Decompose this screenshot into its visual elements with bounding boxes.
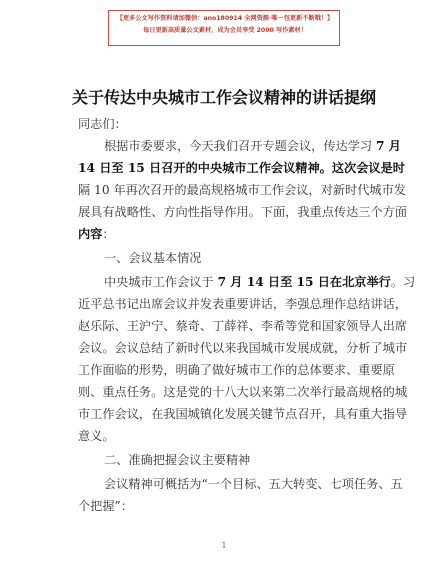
bold-text-run: 内容 [78,227,103,241]
paragraph-line: 则、重点任务。这是党的十八大以来第二次举行最高规格的城 [78,385,408,399]
banner-line-2: 每日更新高质量公文素材，成为会员享受 2000 写作素材！ [143,27,307,34]
paragraph-line [78,204,407,220]
bold-text-run: 7 月 [376,139,401,153]
text-run: 根据市委要求，今天我们召开专题会议，传达学习 [104,139,376,153]
paragraph-line: 会议。会议总结了新时代以来我国城市发展成就，分析了城市 [78,341,408,355]
banner-line-1: 【更多公文写作资料请加微信：ano180914 全网资源·唯一包更新不断哦！】 [116,15,334,22]
paragraph-line: 工作面临的形势，明确了做好城市工作的总体要求、重要原 [78,363,395,377]
salutation: 同志们： [78,117,127,131]
text-run: 隔 10 年再次召开的最高规格城市工作会议，对新时代城市发 [78,183,406,197]
promo-banner [108,10,340,46]
document-title: 关于传达中央城市工作会议精神的讲话提纲 [71,88,376,107]
paragraph-line: 赵乐际、王沪宁、蔡奇、丁薛祥、李希等党和国家领导人出席 [78,319,408,333]
paragraph-line [78,226,115,242]
paragraph-line [78,182,406,198]
bold-text-run: 14 日至 15 日召开的中央城市工作会议精神 [78,161,320,175]
paragraph-line: 会议精神可概括为“一个目标、五大转变、七项任务、五 [104,477,403,491]
section-heading-2: 二、准确把握会议主要精神 [104,453,251,467]
bold-text-run: 。这次会议是时 [319,161,405,175]
section-heading-1: 一、会议基本情况 [104,251,202,265]
text-run: 展具有战略性、方向性指导作用。下面，我重点传达三个方面 [78,205,408,219]
paragraph-line [104,274,415,290]
paragraph-line: 市工作会议，在我国城镇化发展关键节点召开，具有重大指导 [78,407,408,421]
text-run: 。习 [390,275,416,289]
paragraph-line [104,138,401,154]
paragraph-line [78,160,405,176]
paragraph-line: 个把握”： [78,499,133,513]
page-number: 1 [221,541,227,550]
paragraph-line: 意义。 [78,429,115,443]
text-run: 中央城市工作会议于 [104,275,218,289]
text-run: ： [102,227,115,241]
paragraph-line: 近平总书记出席会议并发表重要讲话，李强总理作总结讲话， [78,297,408,311]
bold-text-run: 7 月 14 日至 15 日在北京举行 [217,275,391,289]
